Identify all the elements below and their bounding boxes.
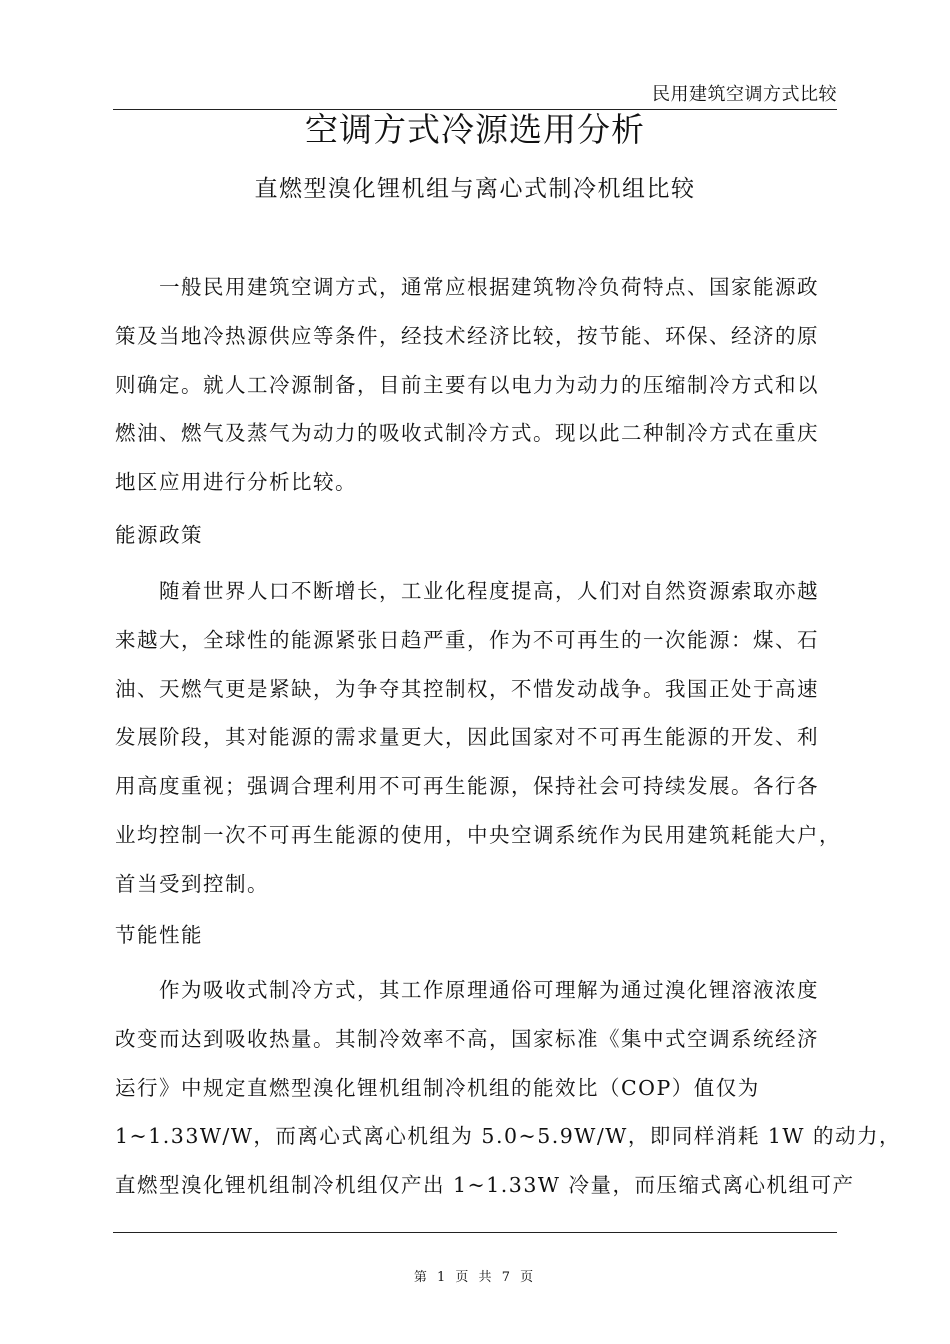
paragraph-line: 1~1.33W/W，而离心式离心机组为 5.0~5.9W/W，即同样消耗 1W 的动力， xyxy=(115,1124,902,1149)
intro-paragraph xyxy=(115,263,837,507)
paragraph-line: 来越大，全球性的能源紧张日趋严重，作为不可再生的一次能源：煤、石 xyxy=(115,627,819,652)
paragraph-line: 随着世界人口不断增长，工业化程度提高，人们对自然资源索取亦越 xyxy=(159,579,819,603)
page-number: 第 1 页 共 7 页 xyxy=(413,1270,537,1285)
paragraph-line: 业均控制一次不可再生能源的使用，中央空调系统作为民用建筑耗能大户， xyxy=(115,822,841,847)
document-subtitle: 直燃型溴化锂机组与离心式制冷机组比较 xyxy=(254,176,696,202)
paragraph-line: 运行》中规定直燃型溴化锂机组制冷机组的能效比（COP）值仅为 xyxy=(115,1075,760,1100)
intro-line: 地区应用进行分析比较。 xyxy=(115,470,357,495)
footer-rule xyxy=(113,1232,837,1233)
intro-line: 一般民用建筑空调方式，通常应根据建筑物冷负荷特点、国家能源政 xyxy=(159,275,819,299)
intro-line: 燃油、燃气及蒸气为动力的吸收式制冷方式。现以此二种制冷方式在重庆 xyxy=(115,421,819,446)
section-heading-energy-saving: 节能性能 xyxy=(115,923,203,947)
intro-line: 策及当地冷热源供应等条件，经技术经济比较，按节能、环保、经济的原 xyxy=(115,323,819,348)
paragraph-line: 油、天燃气更是紧缺，为争夺其控制权，不惜发动战争。我国正处于高速 xyxy=(115,676,819,701)
paragraph-line: 改变而达到吸收热量。其制冷效率不高，国家标准《集中式空调系统经济 xyxy=(115,1026,819,1051)
paragraph-line: 作为吸收式制冷方式，其工作原理通俗可理解为通过溴化锂溶液浓度 xyxy=(159,978,819,1002)
energy-saving-paragraph xyxy=(115,966,902,1210)
paragraph-line: 直燃型溴化锂机组制冷机组仅产出 1~1.33W 冷量，而压缩式离心机组可产 xyxy=(115,1173,855,1198)
paragraph-line: 用高度重视；强调合理利用不可再生能源，保持社会可持续发展。各行各 xyxy=(115,774,819,799)
document-title: 空调方式冷源选用分析 xyxy=(305,110,645,149)
paragraph-line: 首当受到控制。 xyxy=(115,871,269,896)
paragraph-line: 发展阶段，其对能源的需求量更大，因此国家对不可再生能源的开发、利 xyxy=(115,725,819,750)
running-header: 民用建筑空调方式比较 xyxy=(652,84,837,105)
intro-line: 则确定。就人工冷源制备，目前主要有以电力为动力的压缩制冷方式和以 xyxy=(115,372,819,397)
energy-policy-paragraph xyxy=(115,567,841,909)
section-heading-energy-policy: 能源政策 xyxy=(115,523,203,547)
